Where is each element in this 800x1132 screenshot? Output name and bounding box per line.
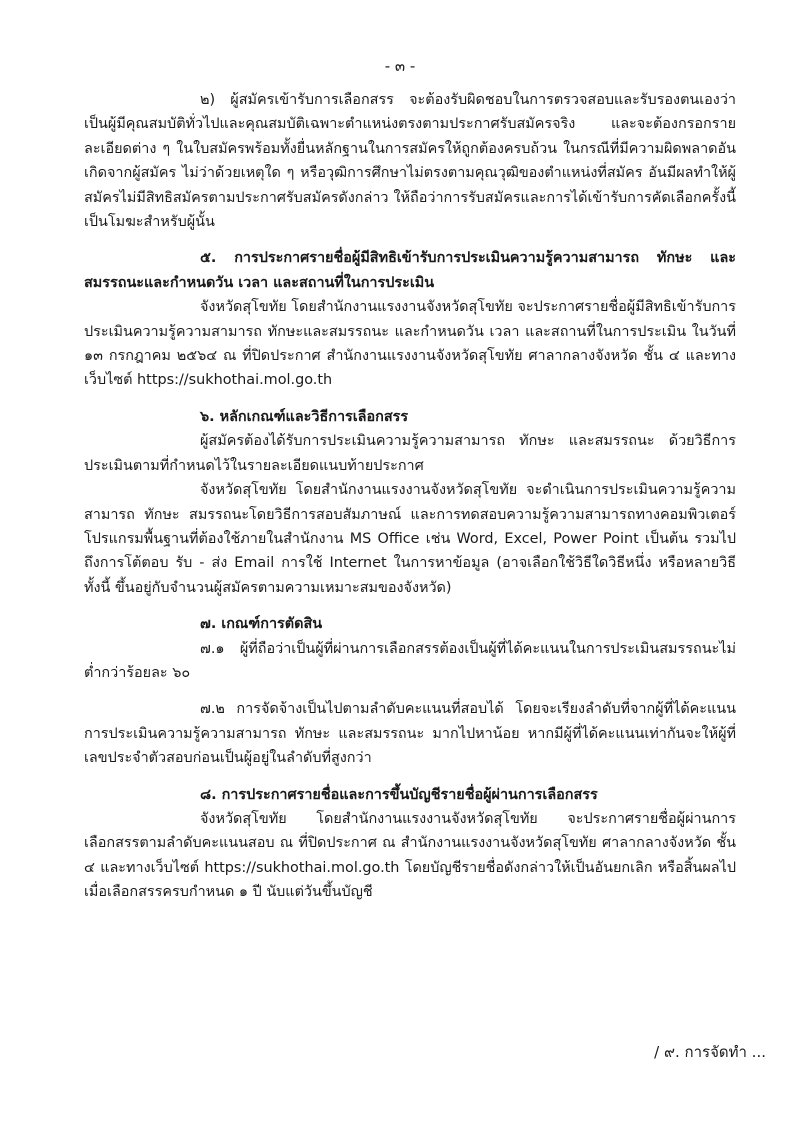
paragraph-section-7-1: ๗.๑ ผู้ที่ถือว่าเป็นผู้ที่ผ่านการเลือกสรรต้องเป็นผู้ที่ได้คะแนนในการประเมินสมรรถนะไม่ต่ำกว่าร้อยละ ๖๐ <box>84 640 736 681</box>
continuation-note: / ๙. การจัดทำ ... <box>654 1043 766 1061</box>
paragraph-section-5: จังหวัดสุโขทัย โดยสำนักงานแรงงานจังหวัดสุโขทัย จะประกาศรายชื่อผู้มีสิทธิเข้ารับการประเมินความรู้ความสามารถ ทักษะและสมรรถนะ และกำหนดวัน เวลา และสถานที่ในการประเมิน ในวันที่ ๑๓ กรกฎาคม ๒๕๖๔ ณ ที่ปิดประกาศ สำนักงานแรงงานจังหวัดสุโขทัย ศาลากลางจังหวัด ชั้น ๔ และทางเว็บไซต์ https://sukhothai.mol.go.th <box>84 299 736 389</box>
document-body <box>84 88 736 905</box>
heading-section-6: ๖. หลักเกณฑ์และวิธีการเลือกสรร <box>200 408 409 425</box>
paragraph-applicant-responsibility: ๒) ผู้สมัครเข้ารับการเลือกสรร จะต้องรับผิดชอบในการตรวจสอบและรับรองตนเองว่าเป็นผู้มีคุณสมบัติทั่วไปและคุณสมบัติเฉพาะตำแหน่งตรงตามประกาศรับสมัครจริง และจะต้องกรอกรายละเอียดต่าง ๆ ในใบสมัครพร้อมทั้งยื่นหลักฐานในการสมัครให้ถูกต้องครบถ้วน ในกรณีที่มีความผิดพลาดอันเกิดจากผู้สมัคร ไม่ว่าด้วยเหตุใด ๆ หรือวุฒิการศึกษาไม่ตรงตามคุณวุฒิของตำแหน่งที่สมัคร อันมีผลทำให้ผู้สมัครไม่มีสิทธิสมัครตามประกาศรับสมัครดังกล่าว ให้ถือว่าการรับสมัครและการได้เข้ารับการคัดเลือกครั้งนี้เป็นโมฆะสำหรับผู้นั้น <box>84 92 736 231</box>
heading-section-5: ๕. การประกาศรายชื่อผู้มีสิทธิเข้ารับการประเมินความรู้ความสามารถ ทักษะ และสมรรถนะและกำหนดวัน เวลา และสถานที่ในการประเมิน <box>84 250 736 291</box>
paragraph-section-6b: จังหวัดสุโขทัย โดยสำนักงานแรงงานจังหวัดสุโขทัย จะดำเนินการประเมินความรู้ความสามารถ ทักษะ สมรรถนะโดยวิธีการสอบสัมภาษณ์ และการทดสอบความรู้ความสามารถทางคอมพิวเตอร์โปรแกรมพื้นฐานที่ต้องใช้ภายในสำนักงาน MS Office เช่น Word, Excel, Power Point เป็นต้น รวมไปถึงการโต้ตอบ รับ - ส่ง Email การใช้ Internet ในการหาข้อมูล (อาจเลือกใช้วิธีใดวิธีหนึ่ง หรือหลายวิธีทั้งนี้ ขึ้นอยู่กับจำนวนผู้สมัครตามความเหมาะสมของจังหวัด) <box>84 482 736 596</box>
paragraph-section-6a: ผู้สมัครต้องได้รับการประเมินความรู้ความสามารถ ทักษะ และสมรรถนะ ด้วยวิธีการประเมินตามที่กำหนดไว้ในรายละเอียดแนบท้ายประกาศ <box>84 433 736 474</box>
paragraph-section-8: จังหวัดสุโขทัย โดยสำนักงานแรงงานจังหวัดสุโขทัย จะประกาศรายชื่อผู้ผ่านการเลือกสรรตามลำดับคะแนนสอบ ณ ที่ปิดประกาศ ณ สำนักงานแรงงานจังหวัดสุโขทัย ศาลากลางจังหวัด ชั้น ๔ และทางเว็บไซต์ https://sukhothai.mol.go.th โดยบัญชีรายชื่อดังกล่าวให้เป็นอันยกเลิก หรือสิ้นผลไปเมื่อเลือกสรรครบกำหนด ๑ ปี นับแต่วันขึ้นบัญชี <box>84 810 736 901</box>
heading-section-7: ๗. เกณฑ์การตัดสิน <box>200 616 323 633</box>
page-number: - ๓ - <box>384 57 416 75</box>
heading-section-8: ๘. การประกาศรายชื่อและการขึ้นบัญชีรายชื่อผู้ผ่านการเลือกสรร <box>200 786 598 803</box>
paragraph-section-7-2: ๗.๒ การจัดจ้างเป็นไปตามลำดับคะแนนที่สอบได้ โดยจะเรียงลำดับที่จากผู้ที่ได้คะแนนการประเมินความรู้ความสามารถ ทักษะ และสมรรถนะ มากไปหาน้อย หากมีผู้ที่ได้คะแนนเท่ากันจะให้ผู้ที่เลขประจำตัวสอบก่อนเป็นผู้อยู่ในลำดับที่สูงกว่า <box>84 701 736 767</box>
